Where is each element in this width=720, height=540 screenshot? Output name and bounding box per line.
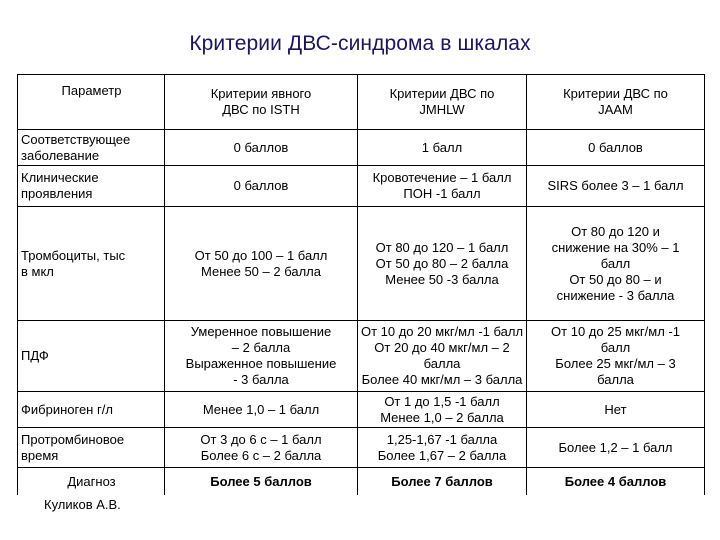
cell-line: заболевание [21,147,100,163]
cell-jaam [527,321,705,392]
cell-param [18,130,165,166]
header-param-label: Параметр [61,83,122,98]
cell-line: Более 1,2 – 1 балл [558,439,673,455]
header-jmhlw-line: Критерии ДВС по [389,86,495,101]
cell-isth [165,166,358,207]
cell-line: Соответствующее [21,131,131,147]
cell-jmhlw [358,392,527,428]
cell-jaam [527,468,705,496]
header-param [18,75,165,130]
cell-line: От 50 до 80 – 2 балла [375,255,509,271]
cell-line: Клинические [21,170,99,185]
cell-isth [165,392,358,428]
table-row-pdf [18,321,705,392]
cell-line: От 80 до 120 – 1 балл [375,239,509,255]
cell-isth [165,428,358,468]
cell-line: Диагноз [67,473,116,489]
cell-jmhlw [358,468,527,496]
cell-line: Протромбиновое [21,431,125,447]
table-row-clinical [18,166,705,207]
cell-line: От 3 до 6 с – 1 балл [200,431,322,447]
table-header-row [18,75,705,130]
cell-jmhlw [358,130,527,166]
cell-line: Более 25 мкг/мл – 3 [555,356,676,371]
cell-param [18,392,165,428]
cell-line: Фибриноген г/л [21,401,113,417]
cell-line: 1 балл [421,139,463,155]
header-jmhlw-line: JMHLW [419,102,465,117]
cell-line: балл [600,255,631,271]
cell-param [18,468,165,496]
cell-line: время [21,447,59,463]
cell-line: 1,25-1,67 -1 балла [386,431,498,447]
table-row-underlying [18,130,705,166]
cell-jmhlw [358,428,527,468]
cell-line: в мкл [21,263,54,279]
cell-line: Более 4 баллов [564,473,667,489]
header-jaam [527,75,705,130]
cell-line: От 10 до 25 мкг/мл -1 [551,324,680,339]
cell-line: От 1 до 1,5 -1 балл [384,393,500,409]
table-row-fibrinogen [18,392,705,428]
cell-line: 0 баллов [588,139,643,155]
cell-line: Более 1,67 – 2 балла [377,447,507,463]
cell-line: Более 40 мкг/мл – 3 балла [361,372,523,387]
table-row-platelets [18,207,705,321]
cell-line: 0 баллов [233,139,289,155]
cell-line: ПДФ [21,348,49,363]
cell-line: Менее 1,0 – 1 балл [202,401,320,417]
page-title: Критерии ДВС-синдрома в шкалах [189,32,531,55]
cell-line: Менее 50 -3 балла [385,271,499,287]
dic-criteria-table [17,74,705,495]
header-jaam-line: JAAM [598,102,633,117]
cell-jmhlw [358,321,527,392]
cell-line: Кровотечение – 1 балл [372,170,512,185]
cell-param [18,207,165,321]
cell-line: Более 7 баллов [391,473,493,489]
cell-line: Нет [604,401,627,417]
table-row-prothrombin [18,428,705,468]
cell-line: 0 баллов [233,178,289,193]
cell-jaam [527,130,705,166]
cell-line: балла [423,356,461,371]
header-isth-line: Критерии явного [210,86,312,101]
cell-line: балл [600,340,631,355]
cell-line: Тромбоциты, тыс [21,247,126,263]
cell-line: Более 6 с – 2 балла [200,447,322,463]
cell-line: SIRS более 3 – 1 балл [547,178,684,193]
cell-jmhlw [358,207,527,321]
cell-line: проявления [21,186,93,201]
header-jmhlw [358,75,527,130]
cell-line: ПОН -1 балл [403,186,481,201]
cell-line: От 10 до 20 мкг/мл -1 балл [360,324,524,339]
cell-param [18,428,165,468]
cell-line: снижение - 3 балла [556,287,675,303]
table-row-diagnosis [18,468,705,496]
cell-line: - 3 балла [233,372,289,387]
cell-line: Менее 50 – 2 балла [201,263,321,279]
cell-param [18,166,165,207]
cell-isth [165,130,358,166]
cell-line: снижение на 30% – 1 [551,239,680,255]
cell-isth [165,321,358,392]
cell-line: От 50 до 100 – 1 балл [194,247,328,263]
cell-jmhlw [358,166,527,207]
cell-jaam [527,428,705,468]
cell-line: Более 5 баллов [210,473,312,489]
cell-line: балла [597,372,634,387]
cell-isth [165,468,358,496]
header-isth [165,75,358,130]
cell-jaam [527,166,705,207]
cell-line: Выраженное повышение [185,356,337,371]
cell-line: От 80 до 120 и [571,223,660,239]
cell-line: От 50 до 80 – и [569,271,662,287]
cell-line: Менее 1,0 – 2 балла [380,409,504,425]
header-jaam-line: Критерии ДВС по [563,86,668,101]
cell-line: От 20 до 40 мкг/мл – 2 [374,340,510,355]
author-credit: Куликов А.В. [44,497,121,512]
cell-param [18,321,165,392]
cell-isth [165,207,358,321]
cell-line: Умеренное повышение [190,324,332,339]
cell-jaam [527,392,705,428]
cell-line: – 2 балла [231,340,291,355]
cell-jaam [527,207,705,321]
header-isth-line: ДВС по ISTH [222,102,300,117]
